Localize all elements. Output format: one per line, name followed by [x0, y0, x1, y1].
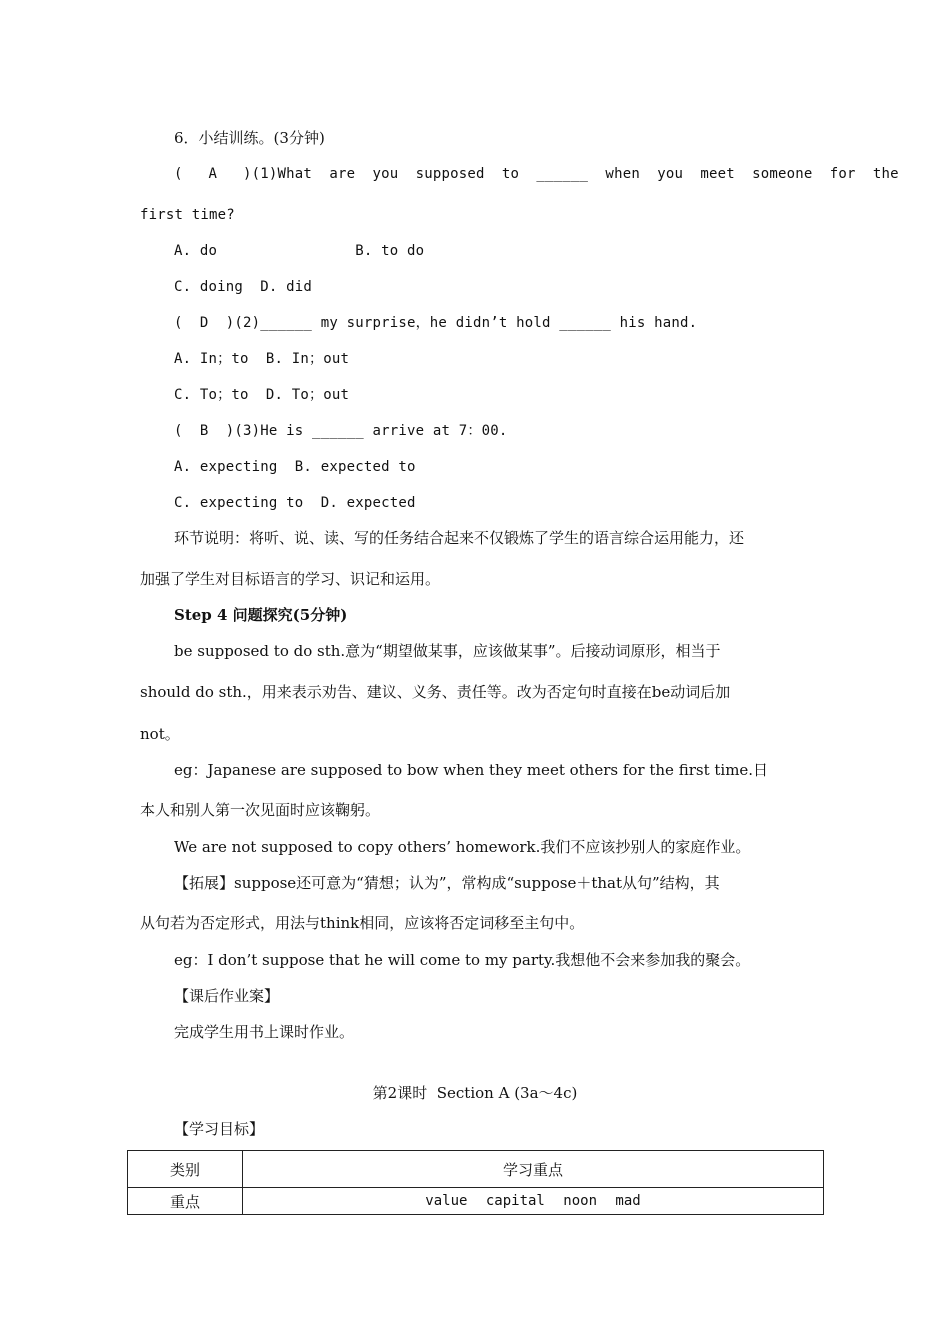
q1-stem-line1: ( A )(1)What are you supposed to ______ when you meet someone for the	[174, 166, 899, 182]
step4-eg1-line2: 本人和别人第一次见面时应该鞠躬。	[140, 801, 381, 819]
step4-eg3: eg：I don’t suppose that he will come to my party.我想他不会来参加我的聚会。	[174, 951, 751, 969]
learning-goals-table	[127, 1150, 824, 1215]
table-header-focus: 学习重点	[243, 1151, 824, 1188]
q3-stem: ( B )(3)He is ______ arrive at 7：00.	[174, 423, 508, 439]
homework-heading: 【课后作业案】	[174, 987, 280, 1005]
table-row	[128, 1188, 824, 1215]
step4-heading: Step 4 问题探究(5分钟)	[174, 606, 348, 624]
step4-p1-line1: be supposed to do sth.意为“期望做某事，应该做某事”。后接动词原形，相当于	[174, 642, 721, 660]
q1-options-ab: A. do B. to do	[174, 243, 425, 259]
homework-text: 完成学生用书上课时作业。	[174, 1023, 355, 1041]
section6-note-line1: 环节说明：将听、说、读、写的任务结合起来不仅锻炼了学生的语言综合运用能力，还	[174, 529, 745, 547]
table-cell-focus: value capital noon mad	[243, 1188, 824, 1215]
table-cell-category: 重点	[128, 1188, 243, 1215]
step4-p1-line2: should do sth.，用来表示劝告、建议、义务、责任等。改为否定句时直接在be动词后加	[140, 683, 731, 701]
q1-options-cd: C. doing D. did	[174, 279, 313, 295]
q3-options-ab: A. expecting B. expected to	[174, 459, 416, 475]
table-header-category: 类别	[128, 1151, 243, 1188]
section6-heading: 6．小结训练。(3分钟)	[174, 129, 325, 147]
table-header-row	[128, 1151, 824, 1188]
q3-options-cd: C. expecting to D. expected	[174, 495, 416, 511]
learning-goals-heading: 【学习目标】	[174, 1120, 265, 1138]
lesson2-title: 第2课时 Section A (3a～4c)	[372, 1084, 578, 1102]
q1-stem-line2: first time?	[140, 207, 235, 223]
step4-p1-line3: not。	[140, 725, 180, 743]
step4-eg1-line1: eg：Japanese are supposed to bow when they meet others for the first time.日	[174, 761, 769, 779]
q2-options-cd: C. To；to D. To；out	[174, 387, 350, 403]
step4-eg2: We are not supposed to copy others’ homework.我们不应该抄别人的家庭作业。	[174, 838, 751, 856]
q2-stem: ( D )(2)______ my surprise，he didn’t hold ______ his hand.	[174, 315, 698, 331]
q2-options-ab: A. In；to B. In；out	[174, 351, 350, 367]
section6-note-line2: 加强了学生对目标语言的学习、识记和运用。	[140, 570, 441, 588]
step4-extension-line1: 【拓展】suppose还可意为“猜想；认为”，常构成“suppose＋that从句”结构，其	[174, 874, 720, 892]
step4-extension-line2: 从句若为否定形式，用法与think相同，应该将否定词移至主句中。	[140, 914, 585, 932]
